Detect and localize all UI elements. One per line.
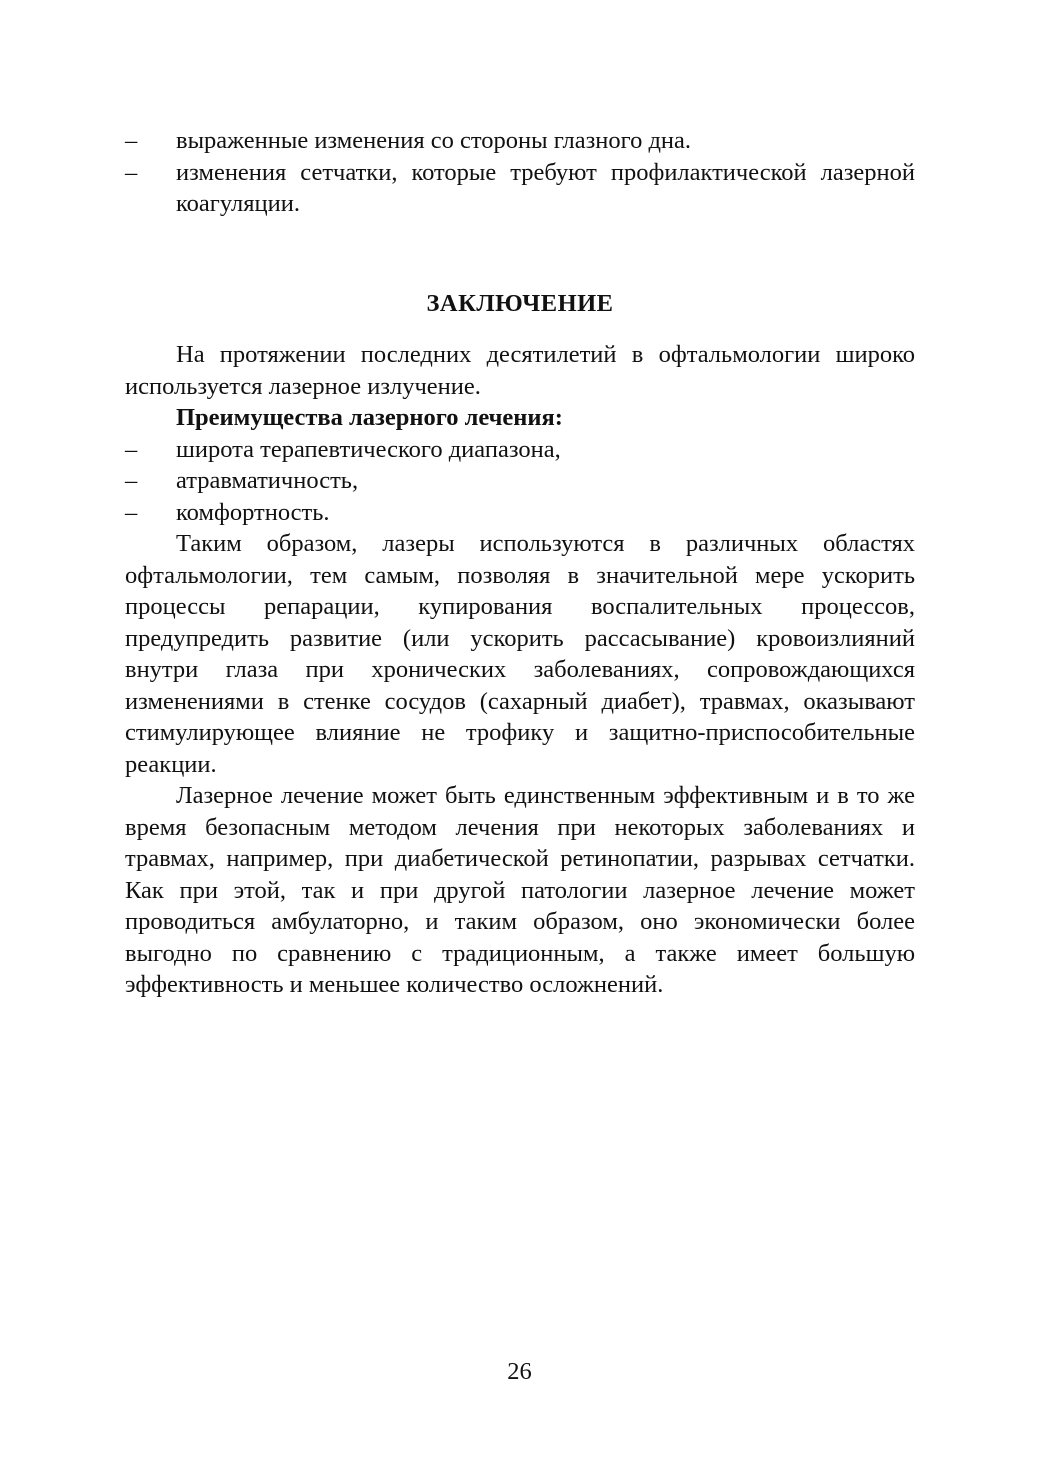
section-heading: ЗАКЛЮЧЕНИЕ bbox=[426, 289, 614, 317]
list-item bbox=[125, 125, 915, 157]
body-paragraph: Лазерное лечение может быть единственным эффективным и в то же время безопасным методом лечения при некоторых заболеваниях и травмах, например, при диабетической ретинопатии, разрывах сетчатки. Как при этой, так и при другой патологии лазерное лечение может проводиться амбулаторно, и таким образом, оно экономически более выгодно по сравнению с традиционным, а также имеет большую эффективность и меньшее количество осложнений. bbox=[125, 782, 915, 998]
intro-paragraph: На протяжении последних десятилетий в офтальмологии широко используется лазерное излучение. bbox=[125, 341, 915, 400]
list-dash: – bbox=[125, 435, 138, 463]
list-dash: – bbox=[125, 127, 138, 154]
page-number: 26 bbox=[507, 1358, 532, 1385]
list-item-text: атравматичность, bbox=[176, 467, 359, 494]
list-dash: – bbox=[125, 498, 138, 526]
advantages-title: Преимущества лазерного лечения: bbox=[176, 404, 563, 431]
list-item-text: комфортность. bbox=[176, 498, 330, 526]
list-item-text: изменения сетчатки, которые требуют профилактической лазерной коагуляции. bbox=[176, 158, 915, 217]
list-item bbox=[125, 434, 915, 466]
list-item bbox=[125, 465, 915, 497]
list-item-text: выраженные изменения со стороны глазного дна. bbox=[176, 127, 692, 154]
page-content bbox=[125, 125, 915, 1001]
list-dash: – bbox=[125, 158, 138, 186]
list-item-text: широта терапевтического диапазона, bbox=[176, 435, 561, 463]
body-paragraph: Таким образом, лазеры используются в различных областях офтальмологии, тем самым, позволяя в значительной мере ускорить процессы репарации, купирования воспалительных процессов, предупредить развитие (или ускорить рассасывание) кровоизлияний внутри глаза при хронических заболеваниях, сопровождающихся изменениями в стенке сосудов (сахарный диабет), травмах, оказывают стимулирующее влияние не трофику и защитно-приспособительные реакции. bbox=[125, 530, 915, 778]
list-item bbox=[125, 157, 915, 220]
list-item bbox=[125, 497, 915, 529]
list-dash: – bbox=[125, 467, 138, 494]
